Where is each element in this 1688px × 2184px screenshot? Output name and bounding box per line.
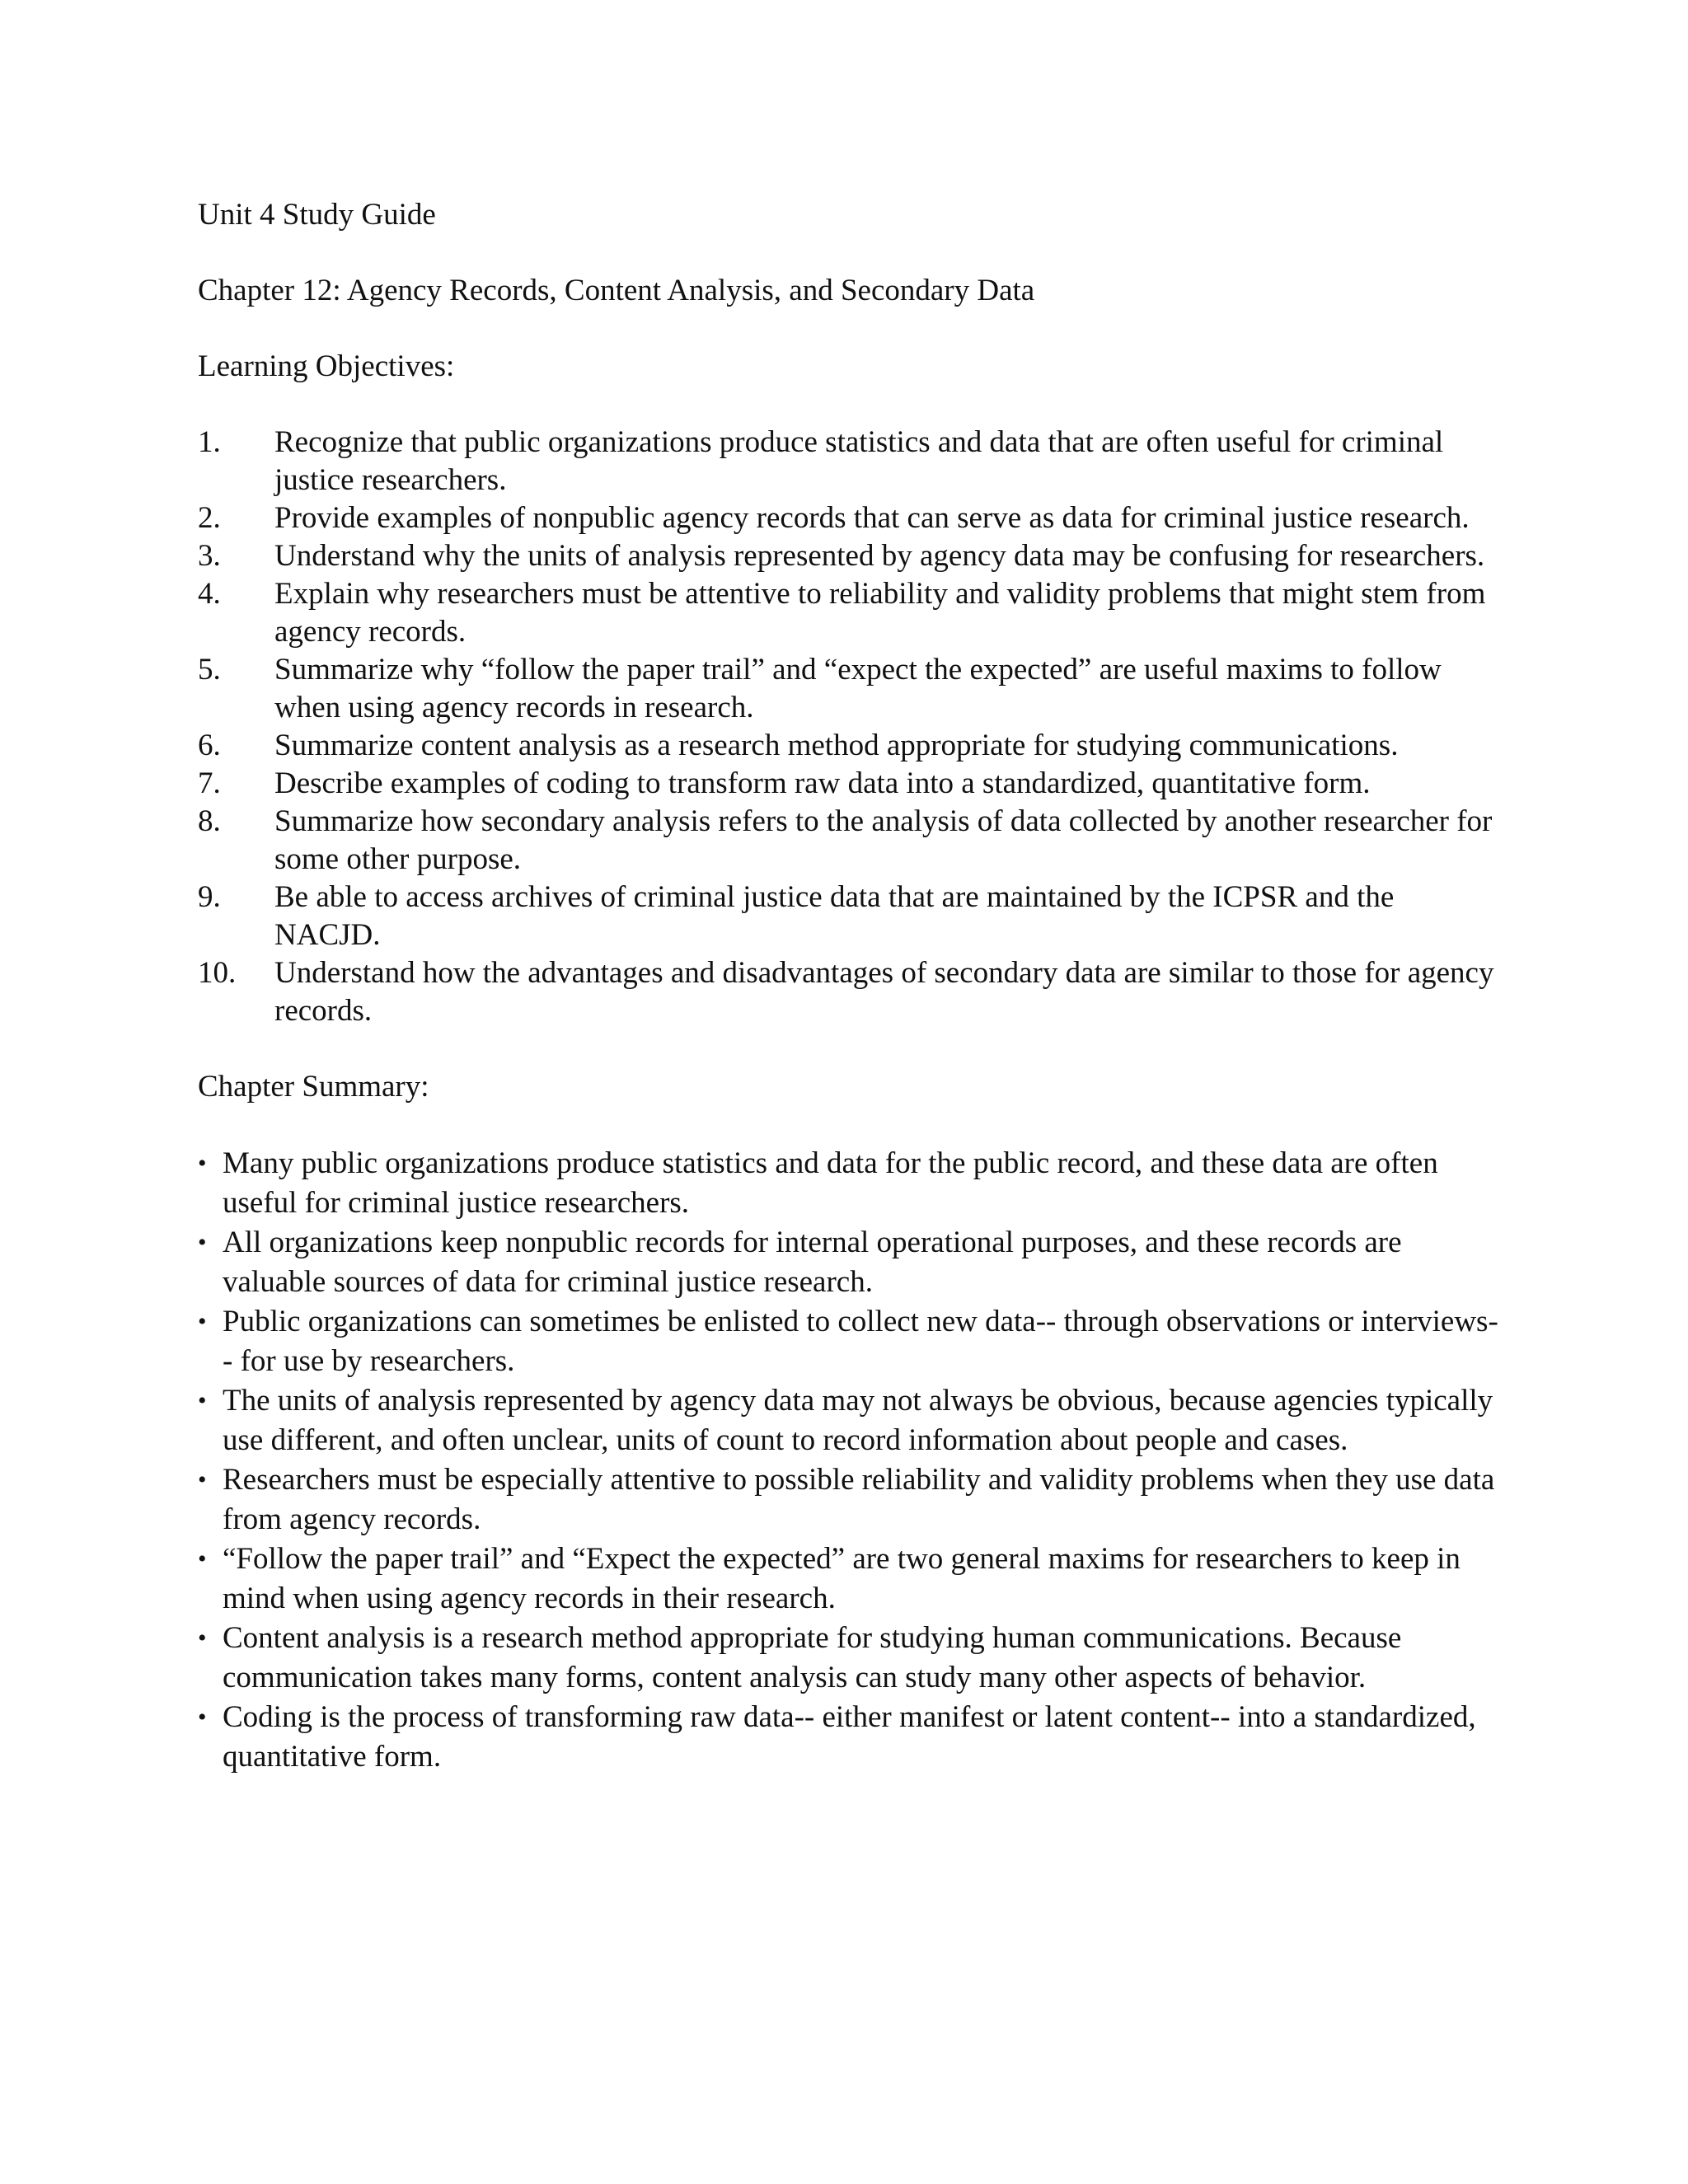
objective-text: Describe examples of coding to transform raw data into a standardized, quantitative form. [274,766,1371,800]
objective-text: Summarize how secondary analysis refers to the analysis of data collected by another researcher for some other purpose. [274,804,1493,876]
bullet-icon: • [198,1624,207,1652]
summary-text: Public organizations can sometimes be enlisted to collect new data-- through observations or interviews-- for use by researchers. [223,1305,1498,1378]
objective-number: 8. [198,804,221,838]
objective-number: 3. [198,539,221,573]
summary-text: All organizations keep nonpublic records for internal operational purposes, and these records are valuable sources of data for criminal justice research. [223,1226,1402,1299]
bullet-icon: • [198,1387,207,1414]
objective-number: 1. [198,425,221,459]
objective-number: 7. [198,766,221,800]
summary-text: Content analysis is a research method appropriate for studying human communications. Because communication takes many forms, content analysis can study many other aspects of behavior. [223,1621,1402,1694]
objective-text: Understand why the units of analysis represented by agency data may be confusing for researchers. [274,539,1485,573]
objective-text: Summarize why “follow the paper trail” and “expect the expected” are useful maxims to follow when using agency records in research. [274,653,1442,724]
bullet-icon: • [198,1466,207,1493]
objective-item [198,424,1500,499]
objective-item [198,879,1500,954]
summary-item [198,1381,1500,1460]
objective-item [198,575,1500,651]
chapter-heading: Chapter 12: Agency Records, Content Analysis, and Secondary Data [198,274,1035,307]
objective-number: 10. [198,956,237,990]
objective-text: Understand how the advantages and disadvantages of secondary data are similar to those for agency records. [274,956,1494,1028]
bullet-icon: • [198,1150,207,1177]
objective-text: Summarize content analysis as a research method appropriate for studying communications. [274,729,1399,762]
summary-text: Coding is the process of transforming raw data-- either manifest or latent content-- into a standardized, quantitative form. [223,1700,1476,1774]
objective-item [198,954,1500,1030]
objectives-heading: Learning Objectives: [198,349,455,383]
bullet-icon: • [198,1704,207,1731]
summary-list [198,1144,1500,1777]
objective-item [198,803,1500,879]
objective-text: Recognize that public organizations produce statistics and data that are often useful for criminal justice researchers. [274,425,1444,497]
summary-text: Researchers must be especially attentive to possible reliability and validity problems when they use data from agency records. [223,1463,1495,1536]
bullet-icon: • [198,1545,207,1572]
summary-text: The units of analysis represented by agency data may not always be obvious, because agencies typically use different, and often unclear, units of count to record information about people and cases. [223,1384,1493,1457]
summary-item [198,1302,1500,1381]
objective-item [198,537,1500,575]
objective-number: 5. [198,653,221,687]
summary-item [198,1460,1500,1540]
objective-item [198,499,1500,537]
bullet-icon: • [198,1308,207,1335]
summary-item [198,1619,1500,1698]
summary-item [198,1540,1500,1619]
objective-item [198,765,1500,803]
objective-number: 2. [198,501,221,535]
objective-number: 6. [198,729,221,762]
objectives-list [198,424,1500,1030]
objective-item [198,651,1500,727]
objective-text: Explain why researchers must be attentive to reliability and validity problems that might stem from agency records. [274,577,1486,649]
summary-item [198,1144,1500,1223]
summary-text: “Follow the paper trail” and “Expect the expected” are two general maxims for researchers to keep in mind when using agency records in their research. [223,1542,1461,1615]
objective-item [198,727,1500,765]
objective-text: Provide examples of nonpublic agency records that can serve as data for criminal justice research. [274,501,1470,535]
objective-number: 4. [198,577,221,611]
summary-item [198,1698,1500,1777]
objective-number: 9. [198,880,221,914]
summary-text: Many public organizations produce statistics and data for the public record, and these data are often useful for criminal justice researchers. [223,1146,1438,1220]
document-title: Unit 4 Study Guide [198,198,436,232]
summary-item [198,1223,1500,1302]
bullet-icon: • [198,1229,207,1256]
objective-text: Be able to access archives of criminal justice data that are maintained by the ICPSR and the NACJD. [274,880,1395,952]
document-page [198,196,1500,1777]
summary-heading: Chapter Summary: [198,1070,429,1104]
